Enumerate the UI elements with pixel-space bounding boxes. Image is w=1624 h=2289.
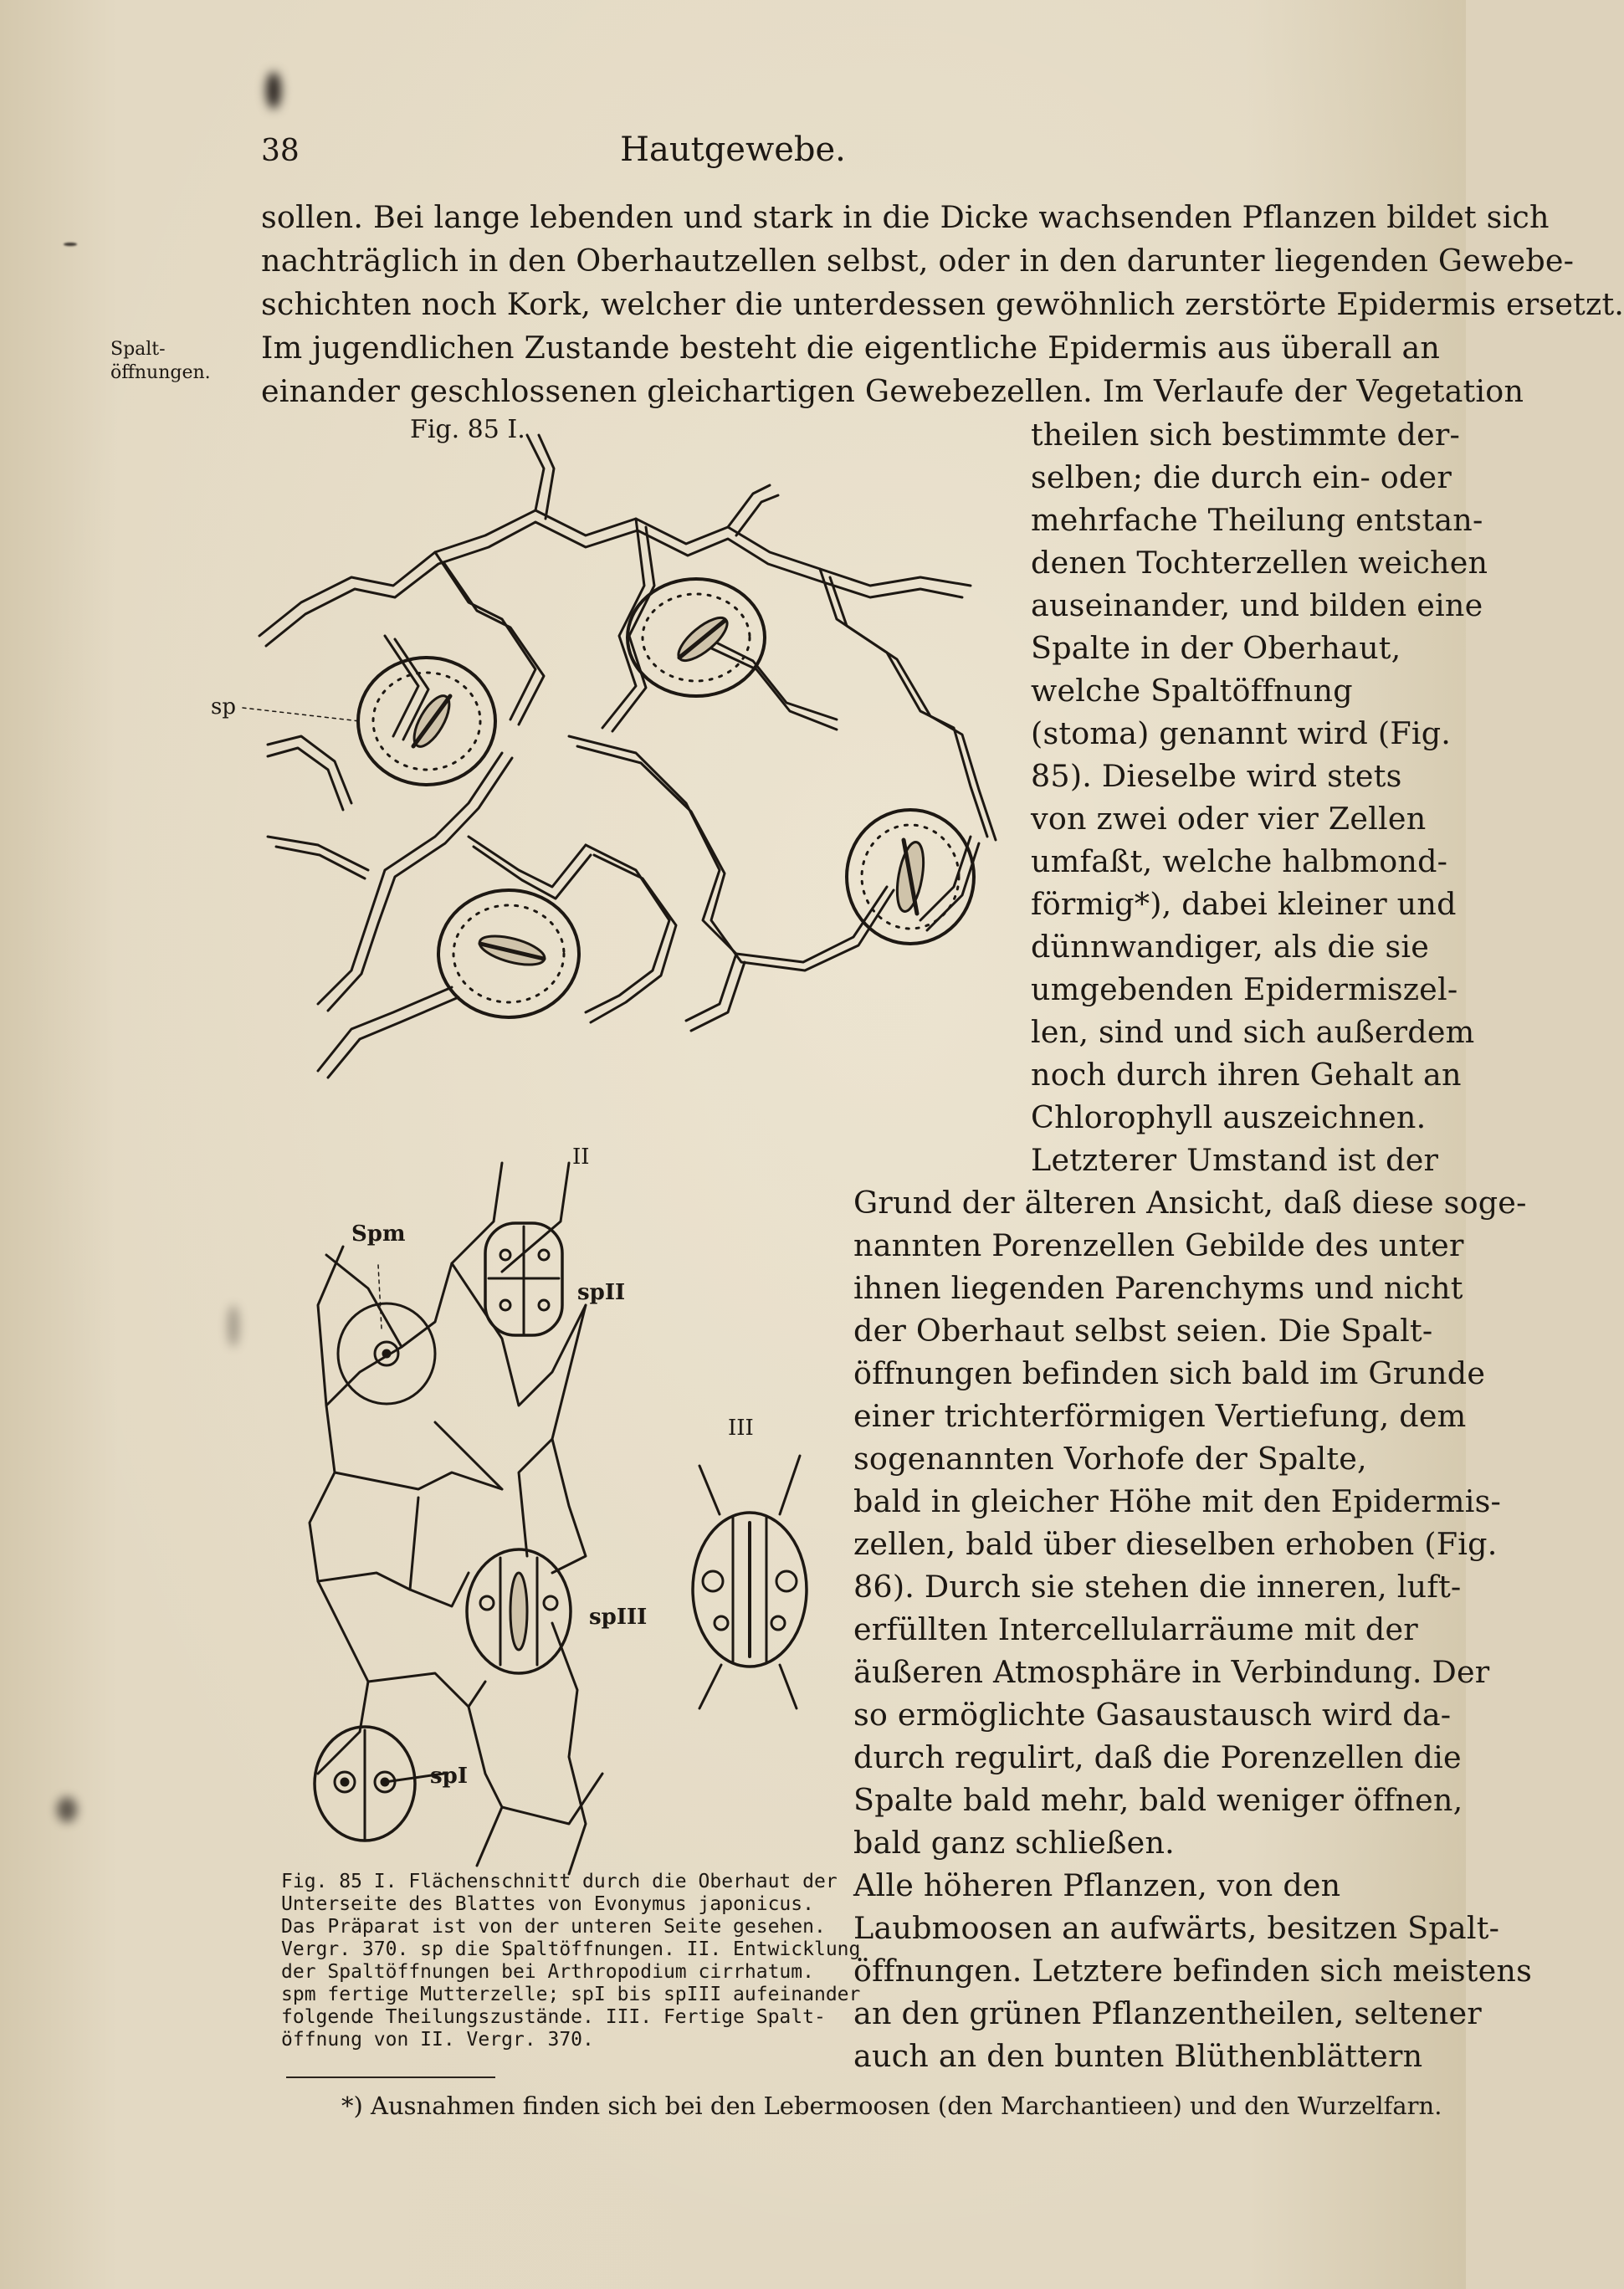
figure-title: Fig. 85 I. (410, 415, 525, 444)
body-line: Spalte bald mehr, bald weniger öffnen, (853, 1782, 1463, 1818)
body-line: bald ganz schließen. (853, 1825, 1175, 1861)
body-line: nachträglich in den Oberhautzellen selbst, oder in den darunter liegenden Gewebe- (261, 243, 1575, 279)
body-line: von zwei oder vier Zellen (1031, 801, 1427, 837)
body-line: umgebenden Epidermiszel- (1031, 971, 1458, 1007)
running-title: Hautgewebe. (620, 131, 846, 169)
caption-line: spm fertige Mutterzelle; spI bis spIII aufeinander (281, 1984, 861, 2005)
body-line: nannten Porenzellen Gebilde des unter (853, 1227, 1464, 1263)
label-sp: sp (211, 694, 236, 719)
stoma-1 (358, 658, 495, 785)
body-line: durch regulirt, daß die Porenzellen die (853, 1739, 1462, 1775)
spi-stoma (315, 1727, 415, 1841)
body-line: zellen, bald über dieselben erhoben (Fig. (853, 1526, 1498, 1562)
caption-line: Fig. 85 I. Flächenschnitt durch die Oberhaut der (281, 1871, 838, 1892)
label-iii: III (728, 1416, 754, 1441)
body-line: 86). Durch sie stehen die inneren, luft- (853, 1569, 1462, 1605)
body-line: ihnen liegenden Parenchyms und nicht (853, 1270, 1463, 1306)
body-line: Letzterer Umstand ist der (1031, 1142, 1439, 1178)
caption-line: öffnung von II. Vergr. 370. (281, 2029, 594, 2051)
body-line: erfüllten Intercellularräume mit der (853, 1611, 1418, 1647)
body-line: selben; die durch ein- oder (1031, 459, 1452, 495)
label-spii: spII (577, 1280, 626, 1305)
stoma-3 (847, 810, 974, 944)
body-line: Grund der älteren Ansicht, daß diese soge- (853, 1185, 1527, 1221)
body-line: (stoma) genannt wird (Fig. (1031, 715, 1452, 751)
body-line: förmig*), dabei kleiner und (1031, 886, 1457, 922)
body-line: äußeren Atmosphäre in Verbindung. Der (853, 1654, 1490, 1690)
spm-pointer-line (378, 1265, 382, 1329)
body-line: dünnwandiger, als die sie (1031, 929, 1430, 965)
label-spi: spI (430, 1764, 468, 1789)
margin-note-line: öffnungen. (110, 362, 211, 383)
body-line: Alle höheren Pflanzen, von den (853, 1867, 1341, 1903)
spiii-stoma (467, 1549, 571, 1673)
body-line: auseinander, und bilden eine (1031, 587, 1483, 623)
body-line: Chlorophyll auszeichnen. (1031, 1099, 1427, 1135)
label-spm: Spm (351, 1221, 406, 1247)
body-line: mehrfache Theilung entstan- (1031, 502, 1483, 538)
caption-line: Das Präparat ist von der unteren Seite gesehen. (281, 1916, 826, 1938)
body-line: sogenannten Vorhofe der Spalte, (853, 1441, 1367, 1477)
page-number: 38 (261, 134, 300, 168)
body-line: theilen sich bestimmte der- (1031, 417, 1461, 453)
label-ii: II (572, 1144, 590, 1170)
body-line: 85). Dieselbe wird stets (1031, 758, 1402, 794)
footnote-rule (286, 2076, 495, 2078)
figure-caption (281, 1871, 861, 2051)
body-line: an den grünen Pflanzentheilen, seltener (853, 1995, 1482, 2031)
body-line: noch durch ihren Gehalt an (1031, 1057, 1462, 1093)
caption-line: Unterseite des Blattes von Evonymus japonicus. (281, 1893, 814, 1915)
fig-iii-stoma (693, 1456, 807, 1708)
stoma-2 (628, 579, 765, 696)
stoma-4 (438, 890, 579, 1017)
body-line: öffnungen. Letztere befinden sich meistens (853, 1953, 1533, 1989)
body-line: schichten noch Kork, welcher die unterdessen gewöhnlich zerstörte Epidermis ersetzt. (261, 286, 1624, 322)
caption-line: der Spaltöffnungen bei Arthropodium cirrhatum. (281, 1961, 814, 1983)
margin-note-line: Spalt- (110, 339, 166, 360)
body-line: öffnungen befinden sich bald im Grunde (853, 1355, 1486, 1391)
body-line: der Oberhaut selbst seien. Die Spalt- (853, 1313, 1433, 1349)
spii-stoma (485, 1223, 562, 1335)
body-line: bald in gleicher Höhe mit den Epidermis- (853, 1483, 1502, 1519)
label-spiii: spIII (589, 1605, 648, 1630)
body-line: sollen. Bei lange lebenden und stark in die Dicke wachsenden Pflanzen bildet sich (261, 199, 1550, 235)
body-line: auch an den bunten Blüthenblättern (853, 2038, 1423, 2074)
body-line: denen Tochterzellen weichen (1031, 545, 1488, 581)
caption-line: Vergr. 370. sp die Spaltöffnungen. II. Entwicklung (281, 1938, 861, 1960)
body-line: welche Spaltöffnung (1031, 673, 1353, 709)
body-line: len, sind und sich außerdem (1031, 1014, 1475, 1050)
body-line: einander geschlossenen gleichartigen Gewebezellen. Im Verlaufe der Vegetation (261, 373, 1524, 409)
body-line: Spalte in der Oberhaut, (1031, 630, 1401, 666)
caption-line: folgende Theilungszustände. III. Fertige Spalt- (281, 2006, 826, 2028)
footnote: *) Ausnahmen finden sich bei den Lebermoosen (den Marchantieen) und den Wurzelfarn. (341, 2092, 1442, 2120)
body-line: Im jugendlichen Zustande besteht die eigentliche Epidermis aus überall an (261, 330, 1441, 366)
body-line: umfaßt, welche halbmond- (1031, 843, 1448, 879)
body-line: Laubmoosen an aufwärts, besitzen Spalt- (853, 1910, 1500, 1946)
body-line: so ermöglichte Gasaustausch wird da- (853, 1697, 1452, 1733)
sp-pointer-line (243, 708, 360, 721)
body-line: einer trichterförmigen Vertiefung, dem (853, 1398, 1467, 1434)
